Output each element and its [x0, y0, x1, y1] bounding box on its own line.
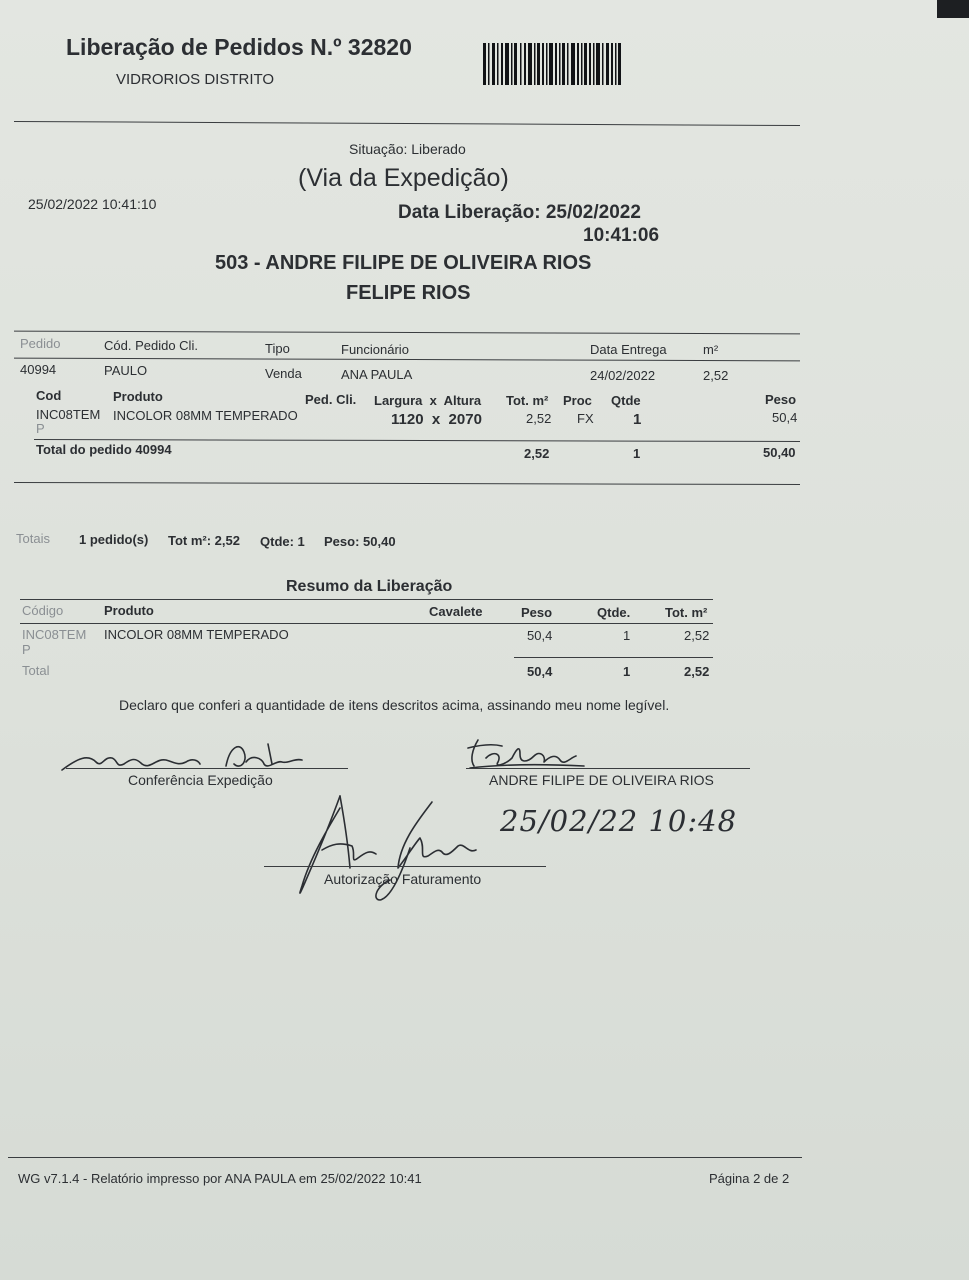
totals-label: Totais — [16, 531, 50, 546]
resumo-total-tot-m2: 2,52 — [684, 664, 710, 679]
item-cod-line2: P — [36, 421, 45, 436]
col-header-cod-pedido-cli: Cód. Pedido Cli. — [104, 338, 198, 353]
item-cod-line1: INC08TEM — [36, 407, 101, 422]
resumo-top-rule — [20, 599, 713, 600]
dark-corner-edge — [937, 0, 969, 18]
resumo-produto: INCOLOR 08MM TEMPERADO — [104, 627, 289, 642]
order-data-entrega-value: 24/02/2022 — [590, 368, 656, 383]
resumo-codigo-line1: INC08TEM — [22, 627, 87, 642]
resumo-header-peso: Peso — [521, 605, 553, 620]
item-header-tot-m2: Tot. m² — [506, 393, 549, 408]
item-peso: 50,4 — [772, 410, 798, 425]
order-funcionario-value: ANA PAULA — [341, 367, 413, 382]
item-produto: INCOLOR 08MM TEMPERADO — [113, 408, 298, 423]
client-nickname: FELIPE RIOS — [346, 282, 471, 304]
resumo-header-qtde: Qtde. — [597, 605, 631, 620]
order-m2-value: 2,52 — [703, 368, 729, 383]
company-name: VIDRORIOS DISTRITO — [116, 71, 275, 88]
item-dimensions: 1120 x 2070 — [391, 411, 482, 428]
order-total-label: Total do pedido 40994 — [36, 442, 172, 457]
conferencia-label: Conferência Expedição — [128, 772, 273, 788]
footer-rule — [8, 1157, 802, 1158]
autorizacao-label: Autorização Faturamento — [324, 871, 482, 887]
col-header-tipo: Tipo — [265, 341, 290, 356]
conferencia-signature — [58, 736, 318, 776]
item-header-ped-cli: Ped. Cli. — [305, 392, 357, 407]
resumo-title: Resumo da Liberação — [286, 578, 453, 595]
handwritten-date: 25/02/22 10:48 — [500, 804, 738, 838]
order-tipo-value: Venda — [265, 366, 302, 381]
client-name: 503 - ANDRE FILIPE DE OLIVEIRA RIOS — [215, 252, 592, 274]
order-total-peso: 50,40 — [763, 445, 796, 460]
autorizacao-signature — [280, 788, 500, 906]
item-tot-m2: 2,52 — [526, 411, 552, 426]
resumo-header-rule — [20, 623, 713, 624]
declaration-text: Declaro que conferi a quantidade de itens descritos acima, assinando meu nome legível. — [119, 697, 670, 713]
item-header-proc: Proc — [563, 393, 592, 408]
data-liberacao: Data Liberação: 25/02/2022 — [398, 202, 641, 223]
cliente-signature-line — [466, 768, 750, 769]
totals-peso: Peso: 50,40 — [324, 534, 396, 549]
conferencia-signature-line — [66, 768, 348, 769]
cliente-signature — [464, 736, 594, 772]
resumo-qtde: 1 — [623, 628, 631, 643]
item-proc: FX — [577, 411, 594, 426]
item-header-peso: Peso — [765, 392, 797, 407]
col-header-pedido: Pedido — [20, 336, 61, 351]
printed-timestamp: 25/02/2022 10:41:10 — [28, 196, 157, 212]
resumo-total-peso: 50,4 — [527, 664, 553, 679]
col-header-m2: m² — [703, 342, 719, 357]
resumo-peso: 50,4 — [527, 628, 553, 643]
via-expedicao: (Via da Expedição) — [298, 164, 509, 192]
resumo-codigo-line2: P — [22, 642, 31, 657]
resumo-header-cavalete: Cavalete — [429, 604, 483, 619]
resumo-total-label: Total — [22, 663, 50, 678]
item-qtde: 1 — [633, 411, 642, 428]
item-header-largura-altura: Largura x Altura — [374, 393, 482, 408]
resumo-header-tot-m2: Tot. m² — [665, 605, 708, 620]
col-header-data-entrega: Data Entrega — [590, 342, 667, 357]
footer-report-info: WG v7.1.4 - Relatório impresso por ANA PAULA em 25/02/2022 10:41 — [18, 1171, 422, 1186]
item-header-cod: Cod — [36, 388, 62, 403]
resumo-total-rule — [514, 657, 713, 658]
order-pedido-value: 40994 — [20, 362, 57, 377]
autorizacao-signature-line — [264, 866, 546, 867]
barcode-image — [483, 43, 621, 85]
resumo-header-produto: Produto — [104, 603, 154, 618]
order-table-bottom-rule — [14, 482, 800, 485]
item-header-qtde: Qtde — [611, 393, 641, 408]
item-header-produto: Produto — [113, 389, 163, 404]
resumo-total-qtde: 1 — [623, 664, 631, 679]
totals-qtde: Qtde: 1 — [260, 534, 305, 549]
order-cod-pedido-cli-value: PAULO — [104, 363, 148, 378]
situacao-label: Situação: Liberado — [349, 141, 466, 157]
order-total-m2: 2,52 — [524, 446, 550, 461]
resumo-header-codigo: Código — [22, 603, 64, 618]
document-title: Liberação de Pedidos N.º 32820 — [66, 34, 412, 60]
order-header-rule — [14, 358, 800, 362]
order-total-qtde: 1 — [633, 446, 641, 461]
header-divider — [14, 121, 800, 126]
order-table-top-rule — [14, 331, 800, 335]
hora-liberacao: 10:41:06 — [583, 225, 660, 246]
totals-tot-m2: Tot m²: 2,52 — [168, 533, 240, 548]
cliente-label: ANDRE FILIPE DE OLIVEIRA RIOS — [489, 772, 714, 788]
resumo-tot-m2: 2,52 — [684, 628, 710, 643]
col-header-funcionario: Funcionário — [341, 342, 409, 357]
totals-pedidos: 1 pedido(s) — [79, 532, 149, 547]
footer-page-number: Página 2 de 2 — [709, 1171, 790, 1186]
